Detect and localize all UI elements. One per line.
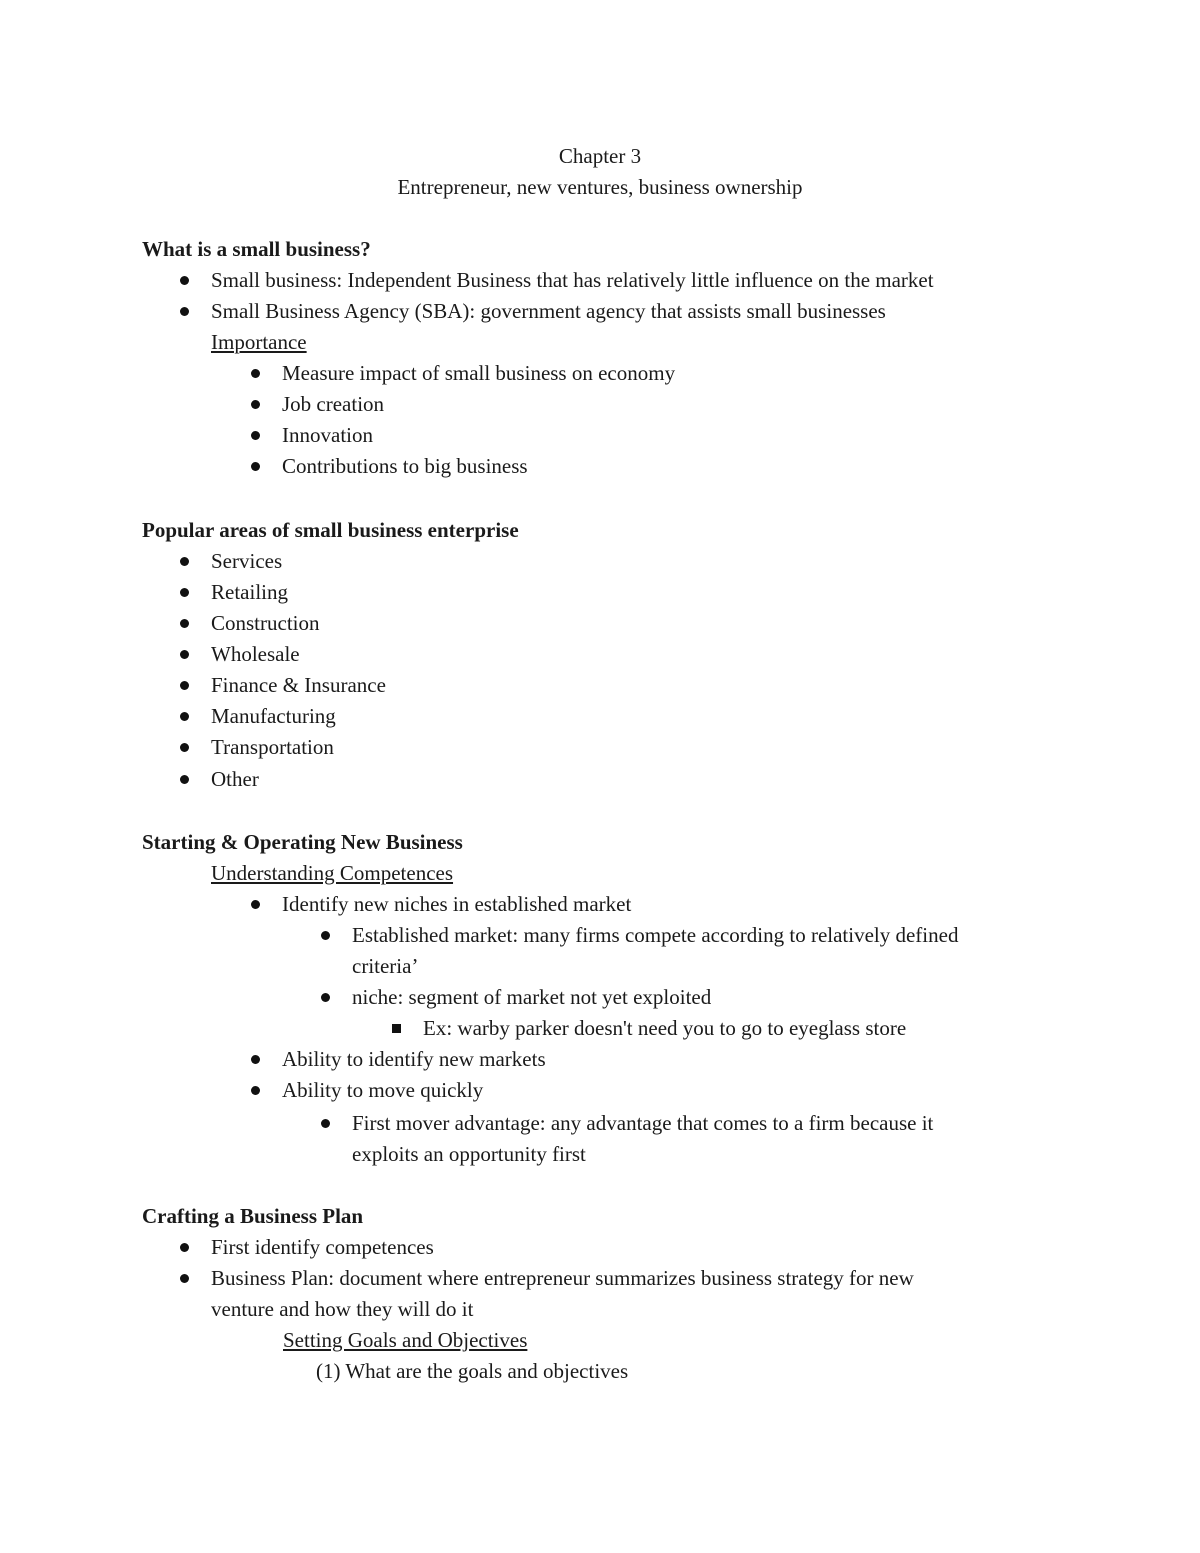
subheading-understanding-competences: Understanding Competences [211,861,454,885]
list-item: Ex: warby parker doesn't need you to go to eyeglass store [423,1016,907,1040]
bullet-icon [180,588,189,597]
bullet-icon [180,743,189,752]
section-heading-small-business: What is a small business? [142,237,371,261]
bullet-icon [180,1243,189,1252]
bullet-icon [321,1119,330,1128]
list-item: Other [211,767,259,791]
bullet-icon [321,993,330,1002]
bullet-icon [180,557,189,566]
list-item: Small business: Independent Business that has relatively little influence on the market [211,268,934,292]
bullet-icon [251,400,260,409]
numbered-item: (1) What are the goals and objectives [316,1359,629,1383]
subheading-setting-goals: Setting Goals and Objectives [283,1328,528,1352]
list-item: Established market: many firms compete according to relatively defined [352,923,959,947]
list-item: Business Plan: document where entrepreneur summarizes business strategy for new [211,1266,914,1290]
list-item: Job creation [282,392,385,416]
list-item: Measure impact of small business on economy [282,361,676,385]
list-item-continuation: criteria’ [352,954,419,978]
bullet-icon [251,1055,260,1064]
bullet-icon [180,650,189,659]
section-heading-business-plan: Crafting a Business Plan [142,1204,364,1228]
list-item: Ability to identify new markets [282,1047,546,1071]
bullet-icon [251,431,260,440]
list-item: Transportation [211,735,334,759]
list-item: niche: segment of market not yet exploited [352,985,712,1009]
list-item: Wholesale [211,642,300,666]
list-item: Innovation [282,423,373,447]
list-item: Construction [211,611,320,635]
bullet-icon [321,931,330,940]
bullet-icon [251,1086,260,1095]
section-heading-popular-areas: Popular areas of small business enterprise [142,518,519,542]
bullet-icon [180,619,189,628]
bullet-icon [251,462,260,471]
chapter-title: Chapter 3 [558,144,642,168]
bullet-icon [251,369,260,378]
list-item: Contributions to big business [282,454,528,478]
bullet-icon [180,307,189,316]
list-item: Retailing [211,580,288,604]
bullet-icon [180,775,189,784]
list-item: Identify new niches in established market [282,892,632,916]
bullet-icon [180,712,189,721]
list-item: Services [211,549,283,573]
square-bullet-icon [392,1024,401,1033]
list-item: Ability to move quickly [282,1078,484,1102]
bullet-icon [180,1274,189,1283]
list-item: Finance & Insurance [211,673,386,697]
bullet-icon [180,681,189,690]
subheading-importance: Importance [211,330,307,354]
list-item: First mover advantage: any advantage that comes to a firm because it [352,1111,934,1135]
list-item: Small Business Agency (SBA): government agency that assists small businesses [211,299,886,323]
list-item-continuation: venture and how they will do it [211,1297,474,1321]
bullet-icon [180,276,189,285]
section-heading-starting-operating: Starting & Operating New Business [142,830,463,854]
list-item: First identify competences [211,1235,434,1259]
chapter-subtitle: Entrepreneur, new ventures, business ownership [397,175,803,199]
bullet-icon [251,900,260,909]
list-item-continuation: exploits an opportunity first [352,1142,586,1166]
list-item: Manufacturing [211,704,336,728]
